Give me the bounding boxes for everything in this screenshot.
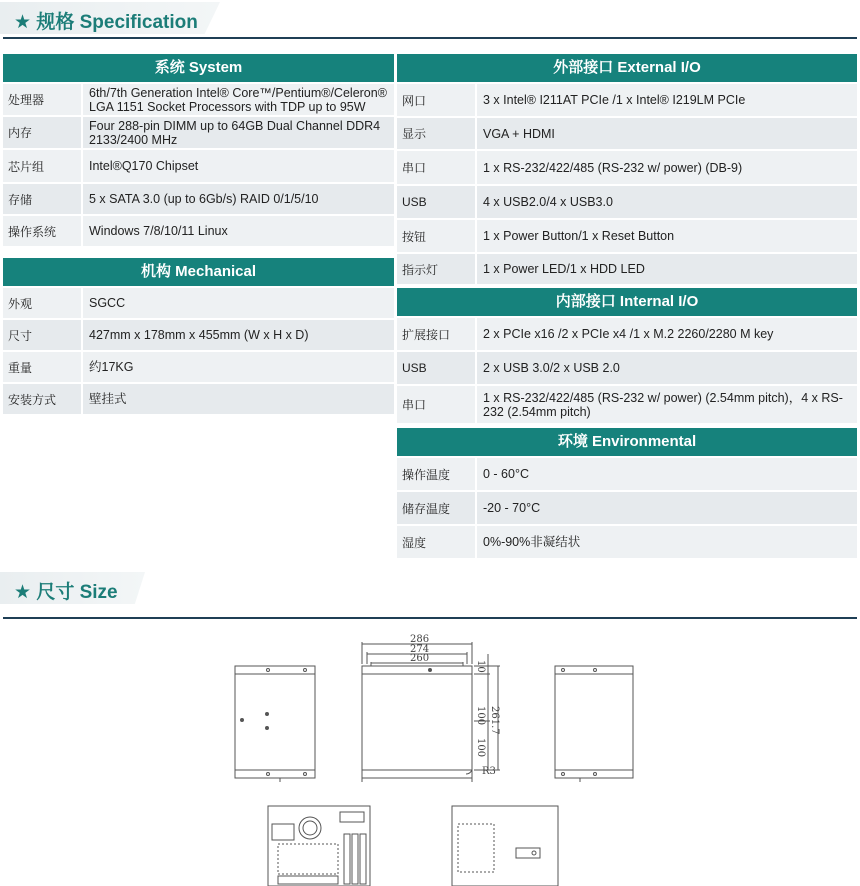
table-row: 指示灯 1 x Power LED/1 x HDD LED [397,254,857,286]
mechanical-header: 机构 Mechanical [3,258,394,288]
table-row: 扩展接口 2 x PCIe x16 /2 x PCIe x4 /1 x M.2 2260/2280 M key [397,318,857,352]
table-row: 外观 SGCC [3,288,394,320]
table-row: 内存 Four 288-pin DIMM up to 64GB Dual Channel DDR4 2133/2400 MHz [3,117,394,150]
table-row: 安装方式 壁挂式 [3,384,394,416]
system-header: 系统 System [3,54,394,84]
table-row: 串口 1 x RS-232/422/485 (RS-232 w/ power) (2.54mm pitch)，4 x RS-232 (2.54mm pitch) [397,386,857,425]
svg-text:260: 260 [410,653,430,664]
table-row: 网口 3 x Intel® I211AT PCIe /1 x Intel® I219LM PCIe [397,84,857,118]
table-row: 芯片组 Intel®Q170 Chipset [3,150,394,184]
table-row: 重量 约17KG [3,352,394,384]
table-row: 显示 VGA + HDMI [397,118,857,151]
svg-text:R3: R3 [482,766,496,777]
size-section-header [0,570,860,604]
size-section-title: ★ 尺寸 Size [14,582,118,603]
table-row: 存储 5 x SATA 3.0 (up to 6Gb/s) RAID 0/1/5/10 [3,184,394,216]
table-row: USB 2 x USB 3.0/2 x USB 2.0 [397,352,857,386]
table-row: 操作温度 0 - 60°C [397,458,857,492]
table-row: USB 4 x USB2.0/4 x USB3.0 [397,186,857,220]
table-row: 串口 1 x RS-232/422/485 (RS-232 w/ power) (DB-9) [397,151,857,186]
bottom-view [452,806,558,886]
table-row: 按钮 1 x Power Button/1 x Reset Button [397,220,857,254]
table-row: 操作系统 Windows 7/8/10/11 Linux [3,216,394,248]
table-row: 储存温度 -20 - 70°C [397,492,857,526]
external-io-header: 外部接口 External I/O [397,54,857,84]
internal-io-header: 内部接口 Internal I/O [397,288,857,318]
table-row: 处理器 6th/7th Generation Intel® Core™/Pentium®/Celeron® LGA 1151 Socket Processors with TDP up to 95W [3,84,394,117]
side-view-left [235,666,315,782]
environmental-header: 环境 Environmental [397,428,857,458]
table-row: 湿度 0%-90%非凝结状 [397,526,857,560]
svg-text:261.7: 261.7 [489,706,500,735]
spec-section-header [0,0,860,34]
svg-text:286: 286 [410,634,430,645]
star-icon: ★ [14,12,32,33]
svg-text:100: 100 [475,706,486,726]
spec-left-column [3,54,394,416]
rear-view [268,806,370,886]
star-icon: ★ [14,582,32,603]
size-divider [3,617,857,619]
svg-text:100: 100 [475,738,486,758]
spec-section-title: ★ 规格 Specification [14,12,198,33]
spec-right-column [397,54,857,560]
table-row: 尺寸 427mm x 178mm x 455mm (W x H x D) [3,320,394,352]
dimension-drawing [0,624,860,886]
spec-divider [3,37,857,39]
svg-text:10: 10 [475,660,486,673]
svg-text:274: 274 [410,644,430,655]
side-view-right [555,666,633,782]
